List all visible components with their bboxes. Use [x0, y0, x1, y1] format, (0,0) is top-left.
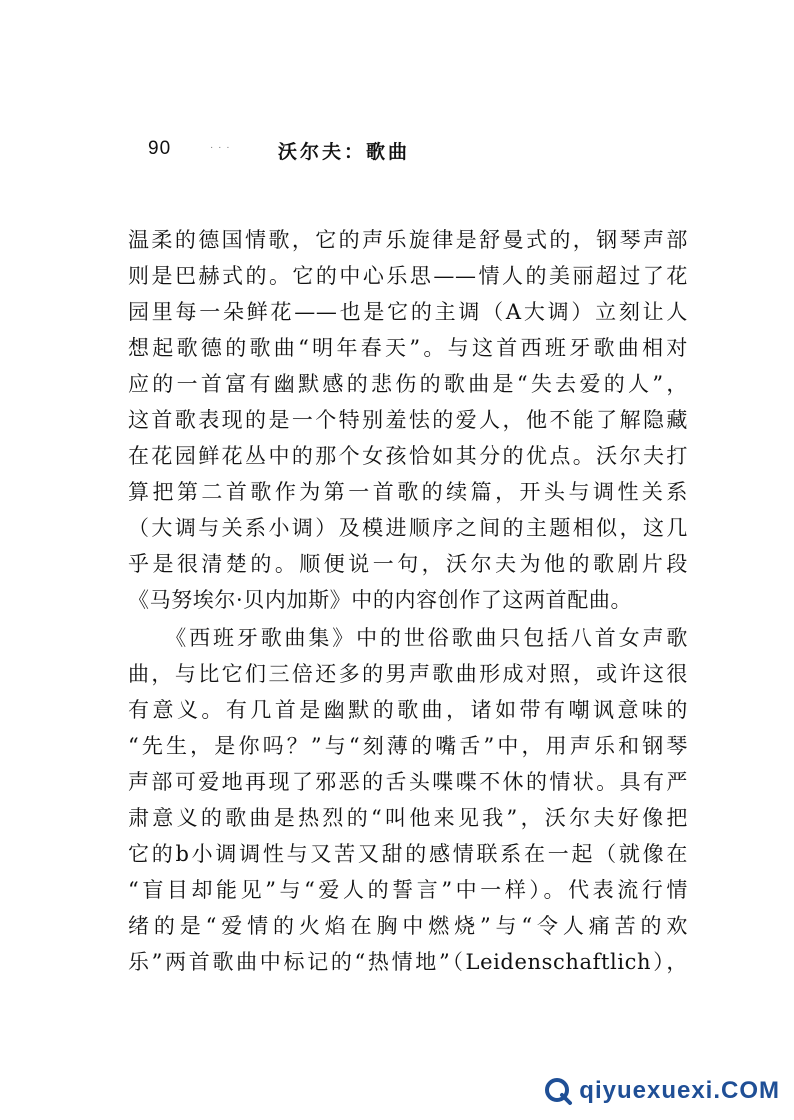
- text-line: 乐”两首歌曲中标记的“热情地”（Leidenschaftlich），: [128, 950, 688, 974]
- text-line: 肃意义的歌曲是热烈的“叫他来见我”，沃尔夫好像把: [128, 806, 688, 830]
- text-line: （大调与关系小调）及模进顺序之间的主题相似，这几: [128, 516, 688, 540]
- text-line: 声部可爱地再现了邪恶的舌头喋喋不休的情状。具有严: [128, 770, 688, 794]
- text-line: 这首歌表现的是一个特别羞怯的爱人，他不能了解隐藏: [128, 408, 688, 432]
- text-line: 在花园鲜花丛中的那个女孩恰如其分的优点。沃尔夫打: [128, 444, 688, 468]
- text-line: “盲目却能见”与“爱人的誓言”中一样）。代表流行情: [128, 878, 688, 902]
- text-line: 它的b小调调性与又苦又甜的感情联系在一起（就像在: [128, 842, 688, 866]
- text-line: 园里每一朵鲜花——也是它的主调（A大调）立刻让人: [128, 300, 688, 324]
- paragraph: [128, 620, 688, 980]
- text-line: 《西班牙歌曲集》中的世俗歌曲只包括八首女声歌: [128, 626, 688, 650]
- text-line: 温柔的德国情歌，它的声乐旋律是舒曼式的，钢琴声部: [128, 228, 688, 252]
- scan-mark: · · ·: [210, 142, 231, 153]
- text-line: 应的一首富有幽默感的悲伤的歌曲是“失去爱的人”，: [128, 372, 688, 396]
- text-line: 乎是很清楚的。顺便说一句，沃尔夫为他的歌剧片段: [128, 552, 688, 576]
- text-line: 算把第二首歌作为第一首歌的续篇，开头与调性关系: [128, 480, 688, 504]
- running-head: 沃尔夫：歌曲: [278, 141, 411, 163]
- text-line: 想起歌德的歌曲“明年春天”。与这首西班牙歌曲相对: [128, 336, 688, 360]
- q-logo-icon: [543, 1076, 573, 1106]
- text-line: 《马努埃尔·贝内加斯》中的内容创作了这两首配曲。: [128, 588, 633, 612]
- text-line: 有意义。有几首是幽默的歌曲，诸如带有嘲讽意味的: [128, 698, 688, 722]
- site-watermark: [543, 1076, 780, 1106]
- paragraph: [128, 222, 688, 618]
- text-line: 曲，与比它们三倍还多的男声歌曲形成对照，或许这很: [128, 662, 688, 686]
- text-line: “先生，是你吗？”与“刻薄的嘴舌”中，用声乐和钢琴: [128, 734, 688, 758]
- body-text: [128, 222, 688, 980]
- watermark-text: qiyuexuexi.COM: [579, 1077, 780, 1104]
- page-header: [148, 138, 568, 164]
- text-line: 绪的是“爱情的火焰在胸中燃烧”与“令人痛苦的欢: [128, 914, 688, 938]
- text-line: 则是巴赫式的。它的中心乐思——情人的美丽超过了花: [128, 264, 688, 288]
- page-number: 90: [148, 138, 172, 159]
